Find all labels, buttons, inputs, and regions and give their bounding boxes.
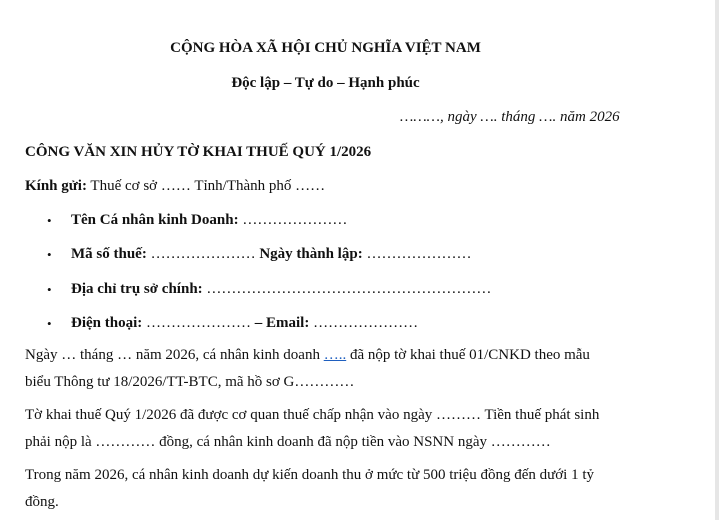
bullet-icon: •: [47, 247, 52, 262]
recipient-label: Kính gửi:: [25, 178, 87, 194]
document-title: CÔNG VĂN XIN HỦY TỜ KHAI THUẾ QUÝ 1/2026: [25, 144, 372, 160]
page-edge: [715, 0, 719, 520]
field-label: Điện thoại:: [71, 315, 143, 331]
placeholder-link[interactable]: …..: [323, 347, 347, 363]
field-label: Tên Cá nhân kinh Doanh:: [71, 212, 239, 228]
field-phone-email: [71, 314, 418, 332]
paragraph-3-line-2: đồng.: [25, 494, 59, 510]
field-label: Ngày thành lập:: [259, 246, 363, 262]
field-value: …………………: [238, 212, 348, 228]
paragraph-2-line-2: phải nộp là ………… đồng, cá nhân kinh doanh đã nộp tiền vào NSNN ngày …………: [25, 434, 551, 450]
bullet-icon: •: [47, 213, 52, 228]
paragraph-1-line-2: biểu Thông tư 18/2026/TT-BTC, mã hồ sơ G…………: [25, 374, 355, 390]
field-label: Địa chỉ trụ sở chính:: [71, 281, 203, 297]
field-label: Mã số thuế:: [71, 246, 147, 262]
field-value: …………………: [362, 246, 472, 262]
bullet-icon: •: [47, 316, 52, 331]
field-business-name: [71, 211, 347, 229]
motto: Độc lập – Tự do – Hạnh phúc: [231, 75, 420, 91]
date-line: ………, ngày …. tháng …. năm 2026: [400, 109, 620, 125]
field-value: …………………: [142, 315, 255, 331]
bullet-icon: •: [47, 282, 52, 297]
field-label: – Email:: [254, 315, 310, 331]
field-value: …………………………………………………: [202, 281, 492, 297]
national-title: CỘNG HÒA XÃ HỘI CHỦ NGHĨA VIỆT NAM: [170, 40, 481, 56]
paragraph-3-line-1: Trong năm 2026, cá nhân kinh doanh dự kiến doanh thu ở mức từ 500 triệu đồng đến dưới 1 tỷ: [25, 467, 595, 483]
recipient-value: Thuế cơ sở …… Tỉnh/Thành phố ……: [86, 178, 326, 194]
field-value: …………………: [146, 246, 260, 262]
paragraph-1-line-1: [25, 346, 590, 364]
recipient-line: [25, 177, 325, 195]
paragraph-text: đã nộp tờ khai thuế 01/CNKD theo mẫu: [346, 347, 590, 363]
paragraph-2-line-1: Tờ khai thuế Quý 1/2026 đã được cơ quan thuế chấp nhận vào ngày ……… Tiền thuế phát sinh: [25, 407, 600, 423]
field-address: [71, 280, 491, 298]
field-tax-code: [71, 245, 471, 263]
paragraph-text: Ngày … tháng … năm 2026, cá nhân kinh doanh: [25, 347, 324, 363]
field-value: …………………: [309, 315, 419, 331]
